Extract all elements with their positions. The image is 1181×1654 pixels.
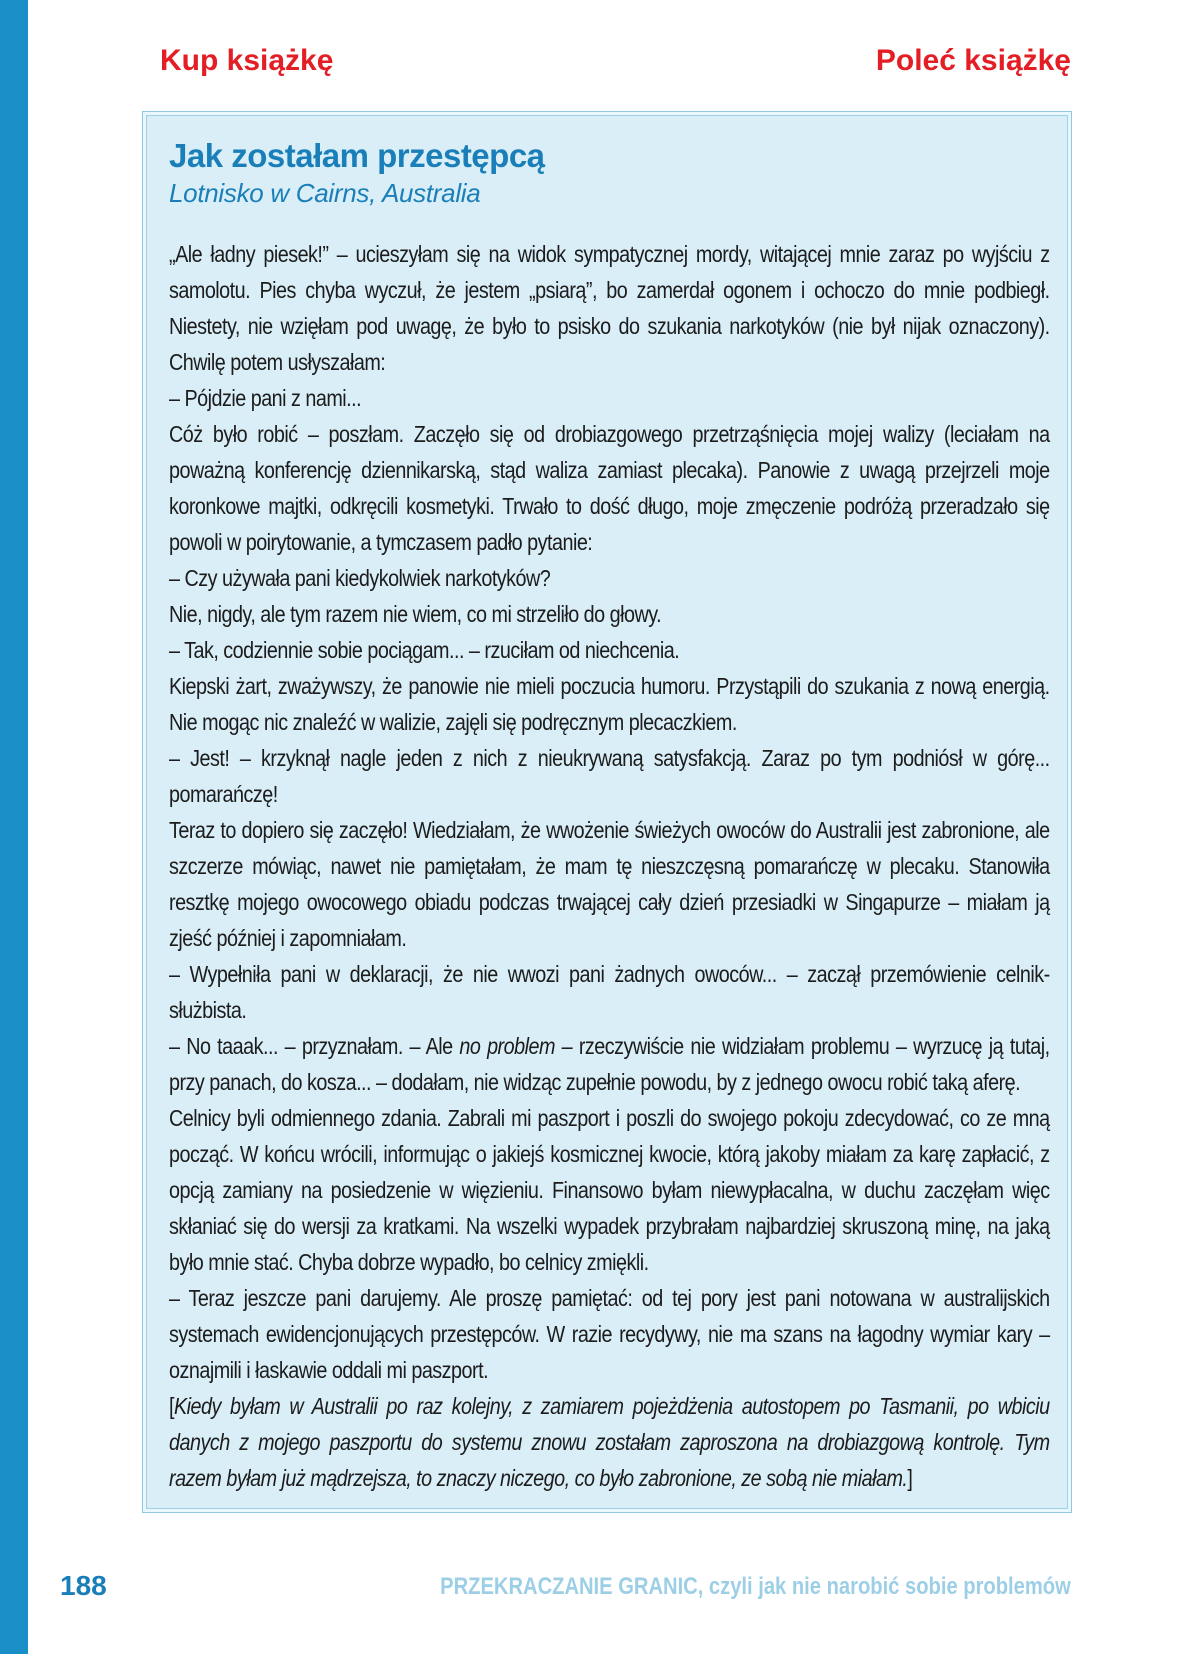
paragraph: – Tak, codziennie sobie pociągam... – rzuciłam od niechcenia.: [169, 637, 680, 663]
left-color-bar: [0, 0, 28, 1654]
paragraph: Cóż było robić – poszłam. Zaczęło się od drobiazgowego przetrząśnięcia mojej walizy (leciałam na poważną konferencję dziennikarską, stąd waliza zamiast plecaka). Panowie z uwagą przejrzeli moje koronkowe majtki, odkręcili kosmetyki. Trwało to dość długo, moje zmęczenie podróżą przeradzało się powoli w poirytowanie, a tymczasem padło pytanie:: [169, 421, 1050, 555]
paragraph: – Teraz jeszcze pani darujemy. Ale proszę pamiętać: od tej pory jest pani notowana w australijskich systemach ewidencjonujących przestępców. W razie recydywy, nie ma szans na łagodny wymiar kary – oznajmili i łaskawie oddali mi paszport.: [169, 1285, 1050, 1383]
page-number: 188: [60, 1570, 107, 1601]
paragraph-text: – No taaak... – przyznałam. – Ale: [169, 1033, 460, 1059]
closing-note: [169, 1388, 1050, 1496]
story-body: [169, 236, 1050, 1496]
paragraph-italic-text: no problem: [459, 1033, 555, 1059]
bracket-close: ]: [907, 1465, 913, 1491]
paragraph: – Pójdzie pani z nami...: [169, 385, 362, 411]
story-box: [142, 111, 1072, 1513]
paragraph: Nie, nigdy, ale tym razem nie wiem, co mi strzeliło do głowy.: [169, 601, 662, 627]
paragraph: Teraz to dopiero się zaczęło! Wiedziałam, że wwożenie świeżych owoców do Australii jest zabronione, ale szczerze mówiąc, nawet nie pamiętałam, że mam tę nieszczęsną pomarańczę w plecaku. Stanowiła resztkę mojego owocowego obiadu podczas trwającej cały dzień przesiadki w Singapurze – miałam ją zjeść później i zapomniałam.: [169, 817, 1050, 951]
story-subtitle: Lotnisko w Cairns, Australia: [169, 178, 481, 208]
paragraph: – Wypełniła pani w deklaracji, że nie wwozi pani żadnych owoców... – zaczął przemówienie celnik-służbista.: [169, 961, 1050, 1023]
paragraph: Kiepski żart, zważywszy, że panowie nie mieli poczucia humoru. Przystąpili do szukania z nową energią. Nie mogąc nic znaleźć w walizie, zajęli się podręcznym plecaczkiem.: [169, 673, 1050, 735]
paragraph: – Jest! – krzyknął nagle jeden z nich z nieukrywaną satysfakcją. Zaraz po tym podniósł w górę... pomarańczę!: [169, 745, 1050, 807]
paragraph: Celnicy byli odmiennego zdania. Zabrali mi paszport i poszli do swojego pokoju zdecydować, co ze mną począć. W końcu wrócili, informując o jakiejś kosmicznej kwocie, którą jakoby miałam za karę zapłacić, z opcją zamiany na posiedzenie w więzieniu. Finansowo byłam niewypłacalna, w duchu zaczęłam więc skłaniać się do wersji za kratkami. Na wszelki wypadek przybrałam najbardziej skruszoną minę, na jaką było mnie stać. Chyba dobrze wypadło, bo celnicy zmiękli.: [169, 1105, 1050, 1275]
paragraph: – Czy używała pani kiedykolwiek narkotyków?: [169, 565, 551, 591]
bracket-open: [: [169, 1393, 174, 1419]
story-content: [169, 136, 1050, 1496]
note-italic-text: Kiedy byłam w Australii po raz kolejny, z zamiarem pojeżdżenia autostopem po Tasmanii, po wbiciu danych z mojego paszportu do systemu znowu zostałam zaproszona na drobiazgową kontrolę. Tym razem byłam już mądrzejsza, to znaczy niczego, co było zabronione, ze sobą nie miałam.: [169, 1393, 1050, 1491]
paragraph: [169, 1028, 1050, 1100]
buy-book-link[interactable]: Kup książkę: [160, 44, 334, 77]
running-footer-title: PRZEKRACZANIE GRANIC, czyli jak nie narobić sobie problemów: [440, 1573, 1071, 1600]
recommend-book-link[interactable]: Poleć książkę: [875, 44, 1071, 77]
paragraph-text: – rzeczywiście nie widziałam problemu – wyrzucę ją tutaj, przy panach, do kosza... – dodałam, nie widząc zupełnie powodu, by z jednego owocu robić taką aferę.: [169, 1033, 1050, 1095]
paragraph: „Ale ładny piesek!” – ucieszyłam się na widok sympatycznej mordy, witającej mnie zaraz po wyjściu z samolotu. Pies chyba wyczuł, że jestem „psiarą”, bo zamerdał ogonem i ochoczo do mnie podbiegł. Niestety, nie wzięłam pod uwagę, że było to psisko do szukania narkotyków (nie był nijak oznaczony). Chwilę potem usłyszałam:: [169, 241, 1050, 375]
story-title: Jak zostałam przestępcą: [169, 137, 545, 174]
